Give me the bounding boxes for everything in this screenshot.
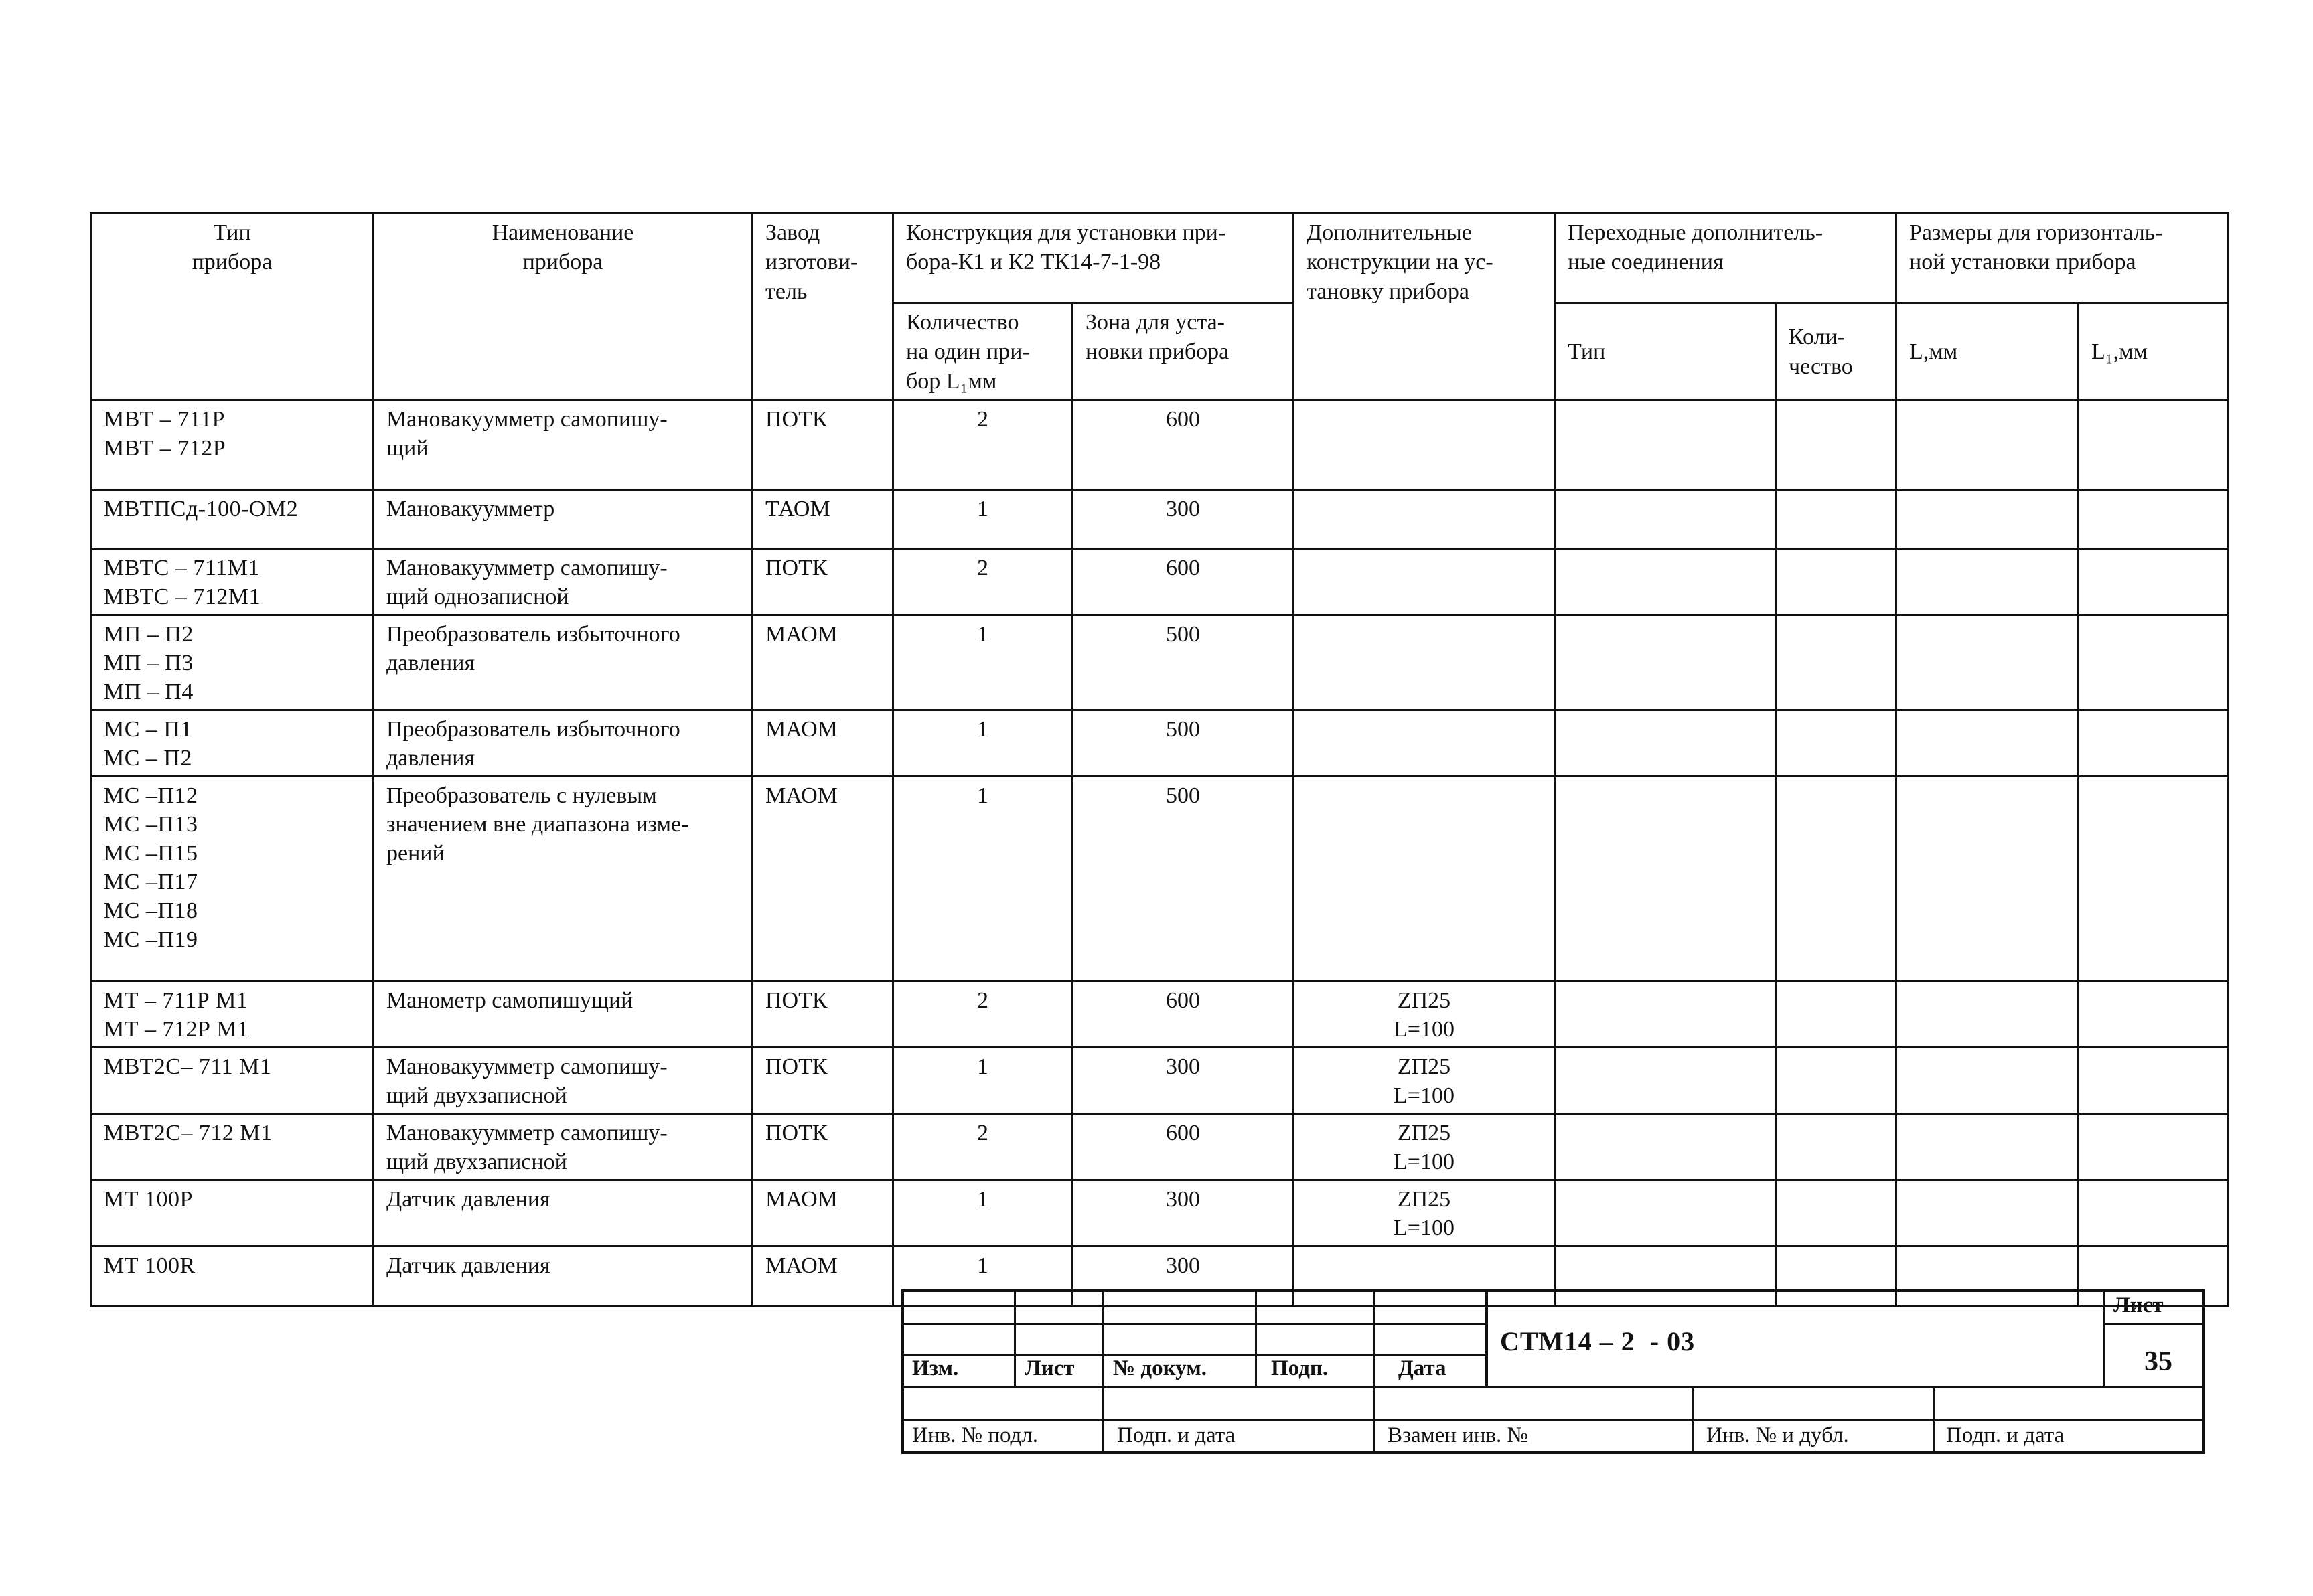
cell-dim-L xyxy=(1896,777,2079,981)
cell-type xyxy=(91,400,374,490)
stamp-line xyxy=(904,1386,2205,1388)
cell-additional-line: L=100 xyxy=(1394,1017,1454,1042)
stamp-sheet-label: Лист xyxy=(2113,1293,2164,1318)
header-dimensions-line: ной установки прибора xyxy=(1909,250,2136,274)
cell-additional-line: L=100 xyxy=(1394,1149,1454,1174)
cell-trans-qty xyxy=(1776,615,1896,710)
cell-type xyxy=(91,1180,374,1247)
table-row xyxy=(91,490,2229,549)
header-quantity-line: Количество xyxy=(906,310,1019,335)
cell-trans-qty xyxy=(1776,1048,1896,1114)
header-name xyxy=(374,214,753,400)
cell-name-line: Мановакуумметр самопишу- xyxy=(386,407,668,432)
header-transitional-line: Переходные дополнитель- xyxy=(1568,220,1823,245)
cell-maker: МАОМ xyxy=(753,615,893,710)
cell-type xyxy=(91,1247,374,1307)
stamp-line xyxy=(904,1323,1488,1325)
cell-trans-qty xyxy=(1776,710,1896,777)
stamp-podp-data-1: Подп. и дата xyxy=(1117,1423,1236,1447)
stamp-line xyxy=(1373,1292,1375,1386)
cell-quantity: 1 xyxy=(893,1180,1073,1247)
cell-quantity: 2 xyxy=(893,981,1073,1048)
cell-dim-L1 xyxy=(2079,777,2229,981)
document-code: СТМ14 – 2 - 03 xyxy=(1500,1326,1696,1356)
cell-type-line: МВТС – 712М1 xyxy=(104,584,261,609)
cell-type-line: МВТПСд-100-ОМ2 xyxy=(104,497,299,522)
header-zone xyxy=(1073,303,1294,400)
table-row xyxy=(91,710,2229,777)
cell-dim-L xyxy=(1896,1048,2079,1114)
header-additional-line: конструкции на ус- xyxy=(1307,250,1493,274)
cell-dim-L1 xyxy=(2079,549,2229,615)
cell-name-line: Мановакуумметр самопишу- xyxy=(386,556,668,580)
cell-type-line: МП – П3 xyxy=(104,651,194,675)
cell-type-line: МП – П2 xyxy=(104,622,194,647)
cell-name xyxy=(374,1114,753,1180)
cell-type xyxy=(91,615,374,710)
cell-dim-L1 xyxy=(2079,710,2229,777)
table-row xyxy=(91,1180,2229,1247)
cell-zone: 500 xyxy=(1073,710,1294,777)
cell-name xyxy=(374,777,753,981)
header-transitional-line: ные соединения xyxy=(1568,250,1724,274)
cell-maker: МАОМ xyxy=(753,1247,893,1307)
cell-type-line: МВТ – 711Р xyxy=(104,407,225,432)
cell-trans-type xyxy=(1555,1048,1776,1114)
header-construction-line: бора-К1 и К2 ТК14-7-1-98 xyxy=(906,250,1161,274)
cell-type-line: МС –П12 xyxy=(104,783,198,808)
stamp-izm: Изм. xyxy=(912,1356,959,1380)
table-row xyxy=(91,400,2229,490)
cell-trans-qty xyxy=(1776,1180,1896,1247)
stamp-line xyxy=(1485,1292,1488,1386)
cell-maker: ТАОМ xyxy=(753,490,893,549)
cell-name xyxy=(374,1048,753,1114)
cell-zone: 600 xyxy=(1073,400,1294,490)
cell-additional-line: ZП25 xyxy=(1397,1054,1451,1079)
cell-dim-L xyxy=(1896,615,2079,710)
cell-additional xyxy=(1294,490,1555,549)
cell-type-line: МС –П17 xyxy=(104,870,198,894)
cell-additional xyxy=(1294,549,1555,615)
cell-additional-line: ZП25 xyxy=(1397,988,1451,1013)
header-dim-L1: L₁,мм xyxy=(2079,303,2229,400)
cell-quantity: 1 xyxy=(893,710,1073,777)
cell-trans-qty xyxy=(1776,777,1896,981)
cell-type xyxy=(91,710,374,777)
cell-name-line: Мановакуумметр xyxy=(386,497,555,522)
stamp-line xyxy=(1255,1292,1257,1386)
cell-type xyxy=(91,1114,374,1180)
header-trans-qty-line: Коли- xyxy=(1789,325,1846,349)
instrument-table xyxy=(90,212,2229,1307)
cell-trans-qty xyxy=(1776,490,1896,549)
cell-dim-L1 xyxy=(2079,1114,2229,1180)
stamp-line xyxy=(904,1419,2205,1421)
stamp-line xyxy=(1102,1386,1104,1454)
cell-dim-L xyxy=(1896,1180,2079,1247)
cell-trans-type xyxy=(1555,490,1776,549)
cell-name-line: Датчик давления xyxy=(386,1187,550,1212)
header-dimensions-line: Размеры для горизонталь- xyxy=(1909,220,2163,245)
cell-quantity: 1 xyxy=(893,1247,1073,1307)
cell-maker: ПОТК xyxy=(753,1048,893,1114)
cell-name-line: Манометр самопишущий xyxy=(386,988,633,1013)
cell-type xyxy=(91,1048,374,1114)
cell-maker: МАОМ xyxy=(753,710,893,777)
cell-type-line: МВТ2С– 711 М1 xyxy=(104,1054,272,1079)
cell-name-line: давления xyxy=(386,746,475,771)
cell-maker: МАОМ xyxy=(753,1180,893,1247)
cell-type xyxy=(91,777,374,981)
cell-additional xyxy=(1294,710,1555,777)
stamp-line xyxy=(1933,1386,1935,1454)
stamp-podp: Подп. xyxy=(1271,1356,1329,1380)
cell-type-line: МС –П18 xyxy=(104,898,198,923)
cell-name-line: Мановакуумметр самопишу- xyxy=(386,1054,668,1079)
cell-name xyxy=(374,615,753,710)
cell-dim-L xyxy=(1896,710,2079,777)
header-zone-line: новки прибора xyxy=(1086,339,1229,364)
cell-quantity: 1 xyxy=(893,1048,1073,1114)
title-block xyxy=(901,1289,2205,1454)
cell-type-line: МС –П15 xyxy=(104,841,198,866)
cell-dim-L1 xyxy=(2079,1048,2229,1114)
cell-zone: 500 xyxy=(1073,615,1294,710)
cell-additional-line: L=100 xyxy=(1394,1083,1454,1108)
cell-dim-L1 xyxy=(2079,1180,2229,1247)
stamp-line xyxy=(1102,1292,1104,1386)
cell-type-line: МС –П13 xyxy=(104,812,198,837)
cell-name-line: рений xyxy=(386,841,445,866)
cell-type-line: МВТ2С– 712 М1 xyxy=(104,1121,273,1145)
cell-name-line: щий однозаписной xyxy=(386,584,569,609)
cell-trans-qty xyxy=(1776,981,1896,1048)
sheet-number: 35 xyxy=(2144,1346,2172,1377)
header-transitional xyxy=(1555,214,1896,303)
cell-additional-line: L=100 xyxy=(1394,1216,1454,1241)
cell-quantity: 1 xyxy=(893,777,1073,981)
cell-trans-qty xyxy=(1776,1114,1896,1180)
cell-zone: 300 xyxy=(1073,1180,1294,1247)
cell-maker: ПОТК xyxy=(753,549,893,615)
stamp-line xyxy=(2103,1292,2105,1386)
cell-trans-type xyxy=(1555,549,1776,615)
header-name-line: прибора xyxy=(522,250,603,274)
table-row xyxy=(91,981,2229,1048)
cell-additional xyxy=(1294,981,1555,1048)
stamp-line xyxy=(2103,1323,2205,1325)
header-maker-line: изготови- xyxy=(765,250,859,274)
cell-name-line: Преобразователь с нулевым xyxy=(386,783,657,808)
header-quantity xyxy=(893,303,1073,400)
header-trans-qty xyxy=(1776,303,1896,400)
header-trans-qty-line: чество xyxy=(1789,354,1853,379)
header-name-line: Наименование xyxy=(492,220,634,245)
header-additional-line: Дополнительные xyxy=(1307,220,1472,245)
cell-dim-L xyxy=(1896,490,2079,549)
stamp-inv-podl: Инв. № подл. xyxy=(912,1423,1039,1447)
cell-type-line: МТ 100R xyxy=(104,1253,196,1278)
header-additional xyxy=(1294,214,1555,400)
cell-additional xyxy=(1294,400,1555,490)
cell-dim-L1 xyxy=(2079,490,2229,549)
cell-maker: ПОТК xyxy=(753,1114,893,1180)
cell-additional xyxy=(1294,1048,1555,1114)
cell-dim-L xyxy=(1896,549,2079,615)
cell-type-line: МС – П2 xyxy=(104,746,192,771)
cell-zone: 600 xyxy=(1073,981,1294,1048)
table-row xyxy=(91,777,2229,981)
table-row xyxy=(91,1048,2229,1114)
header-construction xyxy=(893,214,1294,303)
stamp-line xyxy=(904,1354,1488,1356)
cell-name xyxy=(374,1180,753,1247)
cell-additional xyxy=(1294,777,1555,981)
header-construction-line: Конструкция для установки при- xyxy=(906,220,1226,245)
cell-name-line: щий xyxy=(386,436,429,461)
stamp-inv-dubl: Инв. № и дубл. xyxy=(1706,1423,1849,1447)
cell-type-line: МС –П19 xyxy=(104,927,198,952)
stamp-date: Дата xyxy=(1398,1356,1446,1380)
table-row xyxy=(91,549,2229,615)
stamp-line xyxy=(1014,1292,1016,1386)
cell-dim-L1 xyxy=(2079,615,2229,710)
cell-dim-L xyxy=(1896,400,2079,490)
cell-trans-qty xyxy=(1776,549,1896,615)
stamp-line xyxy=(1692,1386,1694,1454)
stamp-podp-data-2: Подп. и дата xyxy=(1946,1423,2065,1447)
cell-type-line: МВТ – 712Р xyxy=(104,436,226,461)
cell-quantity: 2 xyxy=(893,400,1073,490)
cell-zone: 600 xyxy=(1073,549,1294,615)
cell-name-line: щий двухзаписной xyxy=(386,1083,567,1108)
header-trans-type: Тип xyxy=(1555,303,1776,400)
cell-type-line: МВТС – 711М1 xyxy=(104,556,260,580)
cell-name-line: значением вне диапазона изме- xyxy=(386,812,689,837)
header-quantity-line: бор L₁мм xyxy=(906,369,997,394)
cell-name-line: Преобразователь избыточного xyxy=(386,717,680,742)
cell-additional xyxy=(1294,1180,1555,1247)
cell-dim-L xyxy=(1896,981,2079,1048)
cell-type-line: МС – П1 xyxy=(104,717,192,742)
cell-type xyxy=(91,490,374,549)
header-maker xyxy=(753,214,893,400)
table-row xyxy=(91,615,2229,710)
cell-name-line: щий двухзаписной xyxy=(386,1149,567,1174)
cell-trans-type xyxy=(1555,1180,1776,1247)
cell-additional-line: ZП25 xyxy=(1397,1121,1451,1145)
cell-name-line: давления xyxy=(386,651,475,675)
header-additional-line: тановку прибора xyxy=(1307,279,1469,304)
header-maker-line: тель xyxy=(765,279,808,304)
cell-trans-qty xyxy=(1776,400,1896,490)
cell-additional xyxy=(1294,1114,1555,1180)
cell-zone: 300 xyxy=(1073,490,1294,549)
stamp-list: Лист xyxy=(1025,1356,1075,1380)
cell-name xyxy=(374,710,753,777)
cell-name xyxy=(374,1247,753,1307)
header-quantity-line: на один при- xyxy=(906,339,1030,364)
cell-trans-type xyxy=(1555,710,1776,777)
cell-type-line: МТ – 711Р М1 xyxy=(104,988,248,1013)
cell-type-line: МТ 100Р xyxy=(104,1187,193,1212)
cell-dim-L1 xyxy=(2079,981,2229,1048)
header-type-line: Тип xyxy=(213,220,251,245)
cell-quantity: 1 xyxy=(893,490,1073,549)
header-type-line: прибора xyxy=(192,250,273,274)
cell-trans-type xyxy=(1555,777,1776,981)
cell-type-line: МП – П4 xyxy=(104,680,194,704)
cell-dim-L xyxy=(1896,1114,2079,1180)
header-maker-line: Завод xyxy=(765,220,820,245)
cell-type xyxy=(91,549,374,615)
cell-quantity: 2 xyxy=(893,1114,1073,1180)
cell-zone: 500 xyxy=(1073,777,1294,981)
cell-name-line: Преобразователь избыточного xyxy=(386,622,680,647)
cell-dim-L1 xyxy=(2079,400,2229,490)
cell-additional xyxy=(1294,615,1555,710)
cell-name xyxy=(374,549,753,615)
cell-quantity: 2 xyxy=(893,549,1073,615)
cell-trans-type xyxy=(1555,1114,1776,1180)
cell-trans-type xyxy=(1555,615,1776,710)
stamp-doc-no: № докум. xyxy=(1113,1356,1207,1380)
cell-maker: МАОМ xyxy=(753,777,893,981)
cell-maker: ПОТК xyxy=(753,400,893,490)
cell-type-line: МТ – 712Р М1 xyxy=(104,1017,249,1042)
cell-additional-line: ZП25 xyxy=(1397,1187,1451,1212)
cell-name-line: Мановакуумметр самопишу- xyxy=(386,1121,668,1145)
header-zone-line: Зона для уста- xyxy=(1086,310,1225,335)
cell-type xyxy=(91,981,374,1048)
cell-name xyxy=(374,400,753,490)
stamp-line xyxy=(1373,1386,1375,1454)
cell-zone: 600 xyxy=(1073,1114,1294,1180)
cell-zone: 300 xyxy=(1073,1247,1294,1307)
table-body xyxy=(91,400,2229,1307)
table-row xyxy=(91,1114,2229,1180)
header-type xyxy=(91,214,374,400)
cell-maker: ПОТК xyxy=(753,981,893,1048)
cell-name xyxy=(374,981,753,1048)
stamp-vzamen: Взамен инв. № xyxy=(1388,1423,1529,1447)
header-dimensions xyxy=(1896,214,2229,303)
cell-quantity: 1 xyxy=(893,615,1073,710)
cell-zone: 300 xyxy=(1073,1048,1294,1114)
cell-trans-type xyxy=(1555,400,1776,490)
cell-name-line: Датчик давления xyxy=(386,1253,550,1278)
header-dim-L: L,мм xyxy=(1896,303,2079,400)
cell-trans-type xyxy=(1555,981,1776,1048)
cell-name xyxy=(374,490,753,549)
